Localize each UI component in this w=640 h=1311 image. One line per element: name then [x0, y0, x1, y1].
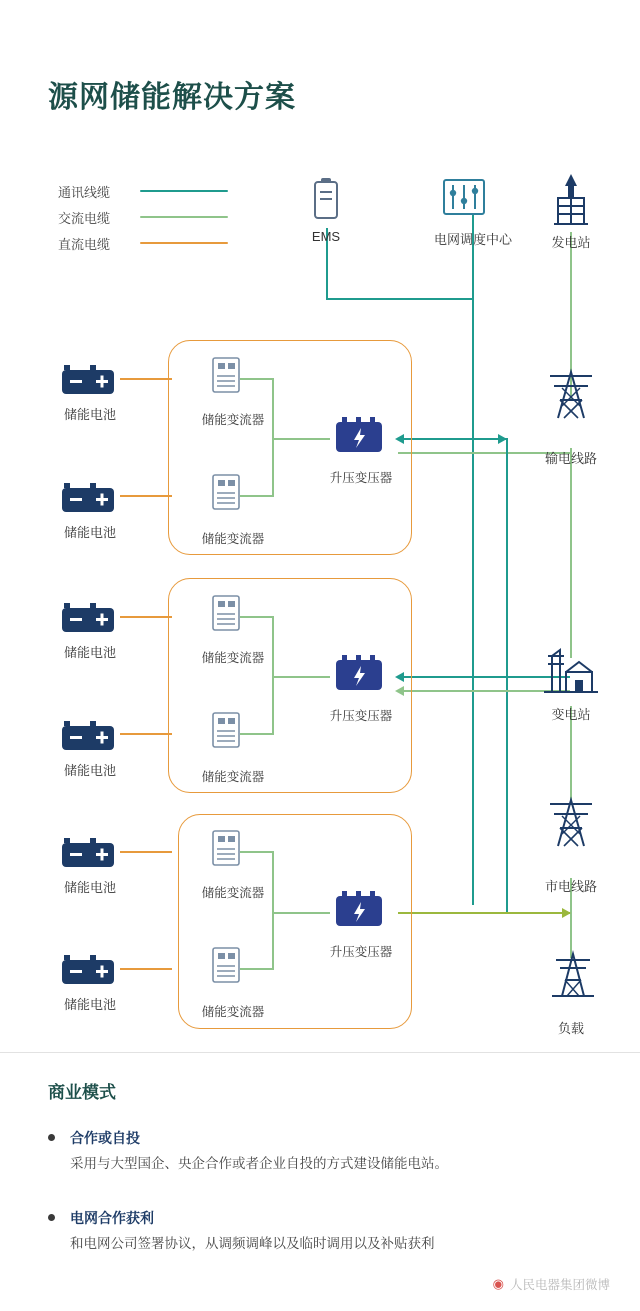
ems-cabinet-icon [303, 176, 349, 226]
converter-label-3a: 储能变流器 [201, 886, 265, 900]
transformer-label-1: 升压变压器 [329, 471, 393, 485]
line-battery-5 [120, 851, 172, 853]
converter-label-2a: 储能变流器 [201, 651, 265, 665]
converter-icon-1b [209, 473, 243, 513]
battery-icon-6 [60, 950, 118, 988]
converter-icon-3b [209, 946, 243, 986]
line-dispatch-trunk [472, 215, 474, 905]
line-group3-ac [398, 912, 570, 914]
battery-label-4: 储能电池 [63, 763, 116, 778]
battery-label-5: 储能电池 [63, 880, 116, 895]
legend-label-dc: 直流电缆 [58, 236, 111, 252]
business-item-2-title: 电网合作获利 [70, 1210, 154, 1226]
legend-label-ac: 交流电缆 [58, 210, 111, 226]
dispatch-label: 电网调度中心 [433, 232, 512, 247]
substation-label: 变电站 [551, 707, 591, 722]
legend-line-dc [140, 242, 228, 244]
converter-icon-1a [209, 356, 243, 396]
legend-line-ac [140, 216, 228, 218]
legend-item-ac [58, 204, 228, 230]
battery-label-6: 储能电池 [63, 997, 116, 1012]
converter-label-3b: 储能变流器 [201, 1005, 265, 1019]
bullet-dot-icon-1 [48, 1134, 55, 1141]
legend-line-comm [140, 190, 228, 192]
battery-icon-2 [60, 478, 118, 516]
transformer-label-2: 升压变压器 [329, 709, 393, 723]
footer-source-label: 人民电器集团微博 [509, 1278, 610, 1292]
battery-label-3: 储能电池 [63, 645, 116, 660]
bullet-dot-icon-2 [48, 1214, 55, 1221]
page-title: 源网储能解决方案 [48, 81, 296, 114]
legend [58, 178, 228, 256]
transformer-icon-2 [330, 652, 392, 698]
line-battery-1 [120, 378, 172, 380]
business-heading: 商业模式 [48, 1083, 116, 1102]
line-transmission-to-substation [570, 448, 572, 658]
weibo-icon: ◉ [492, 1276, 504, 1291]
transmission-line-label: 输电线路 [544, 451, 597, 466]
city-line-label: 市电线路 [544, 879, 597, 894]
business-item-1-title: 合作或自投 [70, 1130, 140, 1146]
legend-item-dc [58, 230, 228, 256]
control-panel-icon [438, 176, 490, 222]
arrow-group3-right-icon [560, 906, 574, 920]
line-right-comm-trunk [506, 438, 508, 912]
power-plant-label: 发电站 [551, 235, 591, 250]
section-divider [0, 1052, 640, 1053]
ems-label: EMS [311, 229, 341, 244]
converter-icon-2a [209, 594, 243, 634]
battery-icon-4 [60, 716, 118, 754]
line-group1-comm [398, 438, 506, 440]
converter-label-1b: 储能变流器 [201, 532, 265, 546]
battery-icon-3 [60, 598, 118, 636]
transformer-icon-1 [330, 414, 392, 460]
load-label: 负载 [557, 1021, 584, 1036]
line-ems-to-trunk [326, 298, 474, 300]
footer-source [493, 1275, 610, 1293]
converter-label-2b: 储能变流器 [201, 770, 265, 784]
business-item-1-desc: 采用与大型国企、央企合作或者企业自投的方式建设储能电站。 [70, 1156, 448, 1171]
battery-label-2: 储能电池 [63, 525, 116, 540]
business-item-2-desc: 和电网公司签署协议，从调频调峰以及临时调用以及补贴获利 [70, 1236, 435, 1251]
legend-item-comm [58, 178, 228, 204]
power-plant-icon [546, 172, 596, 230]
battery-icon-5 [60, 833, 118, 871]
battery-icon-1 [60, 360, 118, 398]
converter-icon-2b [209, 711, 243, 751]
transformer-label-3: 升压变压器 [329, 945, 393, 959]
line-battery-4 [120, 733, 172, 735]
line-battery-6 [120, 968, 172, 970]
business-item-1 [48, 1128, 608, 1182]
load-tower-icon [548, 948, 598, 1002]
battery-label-1: 储能电池 [63, 407, 116, 422]
substation-icon [542, 646, 600, 698]
pylon-icon [544, 366, 598, 422]
converter-label-1a: 储能变流器 [201, 413, 265, 427]
legend-label-comm: 通讯线缆 [58, 184, 111, 200]
converter-icon-3a [209, 829, 243, 869]
line-battery-2 [120, 495, 172, 497]
transformer-icon-3 [330, 888, 392, 934]
line-battery-3 [120, 616, 172, 618]
business-item-2 [48, 1208, 608, 1262]
pylon-icon-2 [544, 794, 598, 850]
